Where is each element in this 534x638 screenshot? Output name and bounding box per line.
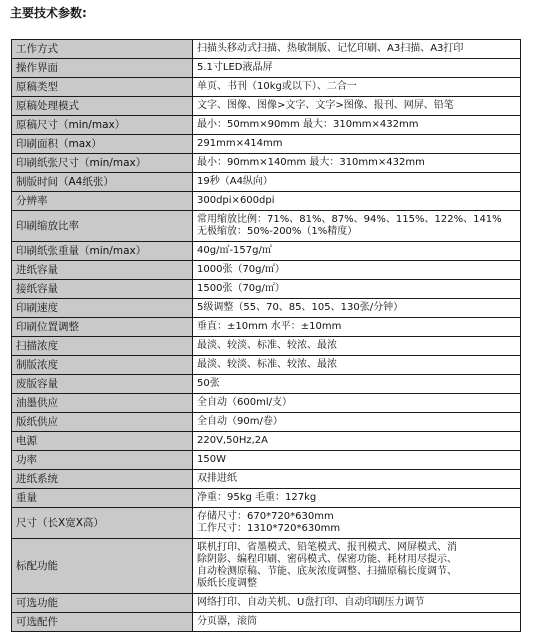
spec-label: 功率	[12, 451, 193, 470]
spec-value-line: 最小：90mm×140mm 最大：310mm×432mm	[197, 157, 425, 168]
spec-value	[193, 489, 521, 508]
spec-table	[11, 39, 521, 632]
spec-label: 油墨供应	[12, 394, 193, 413]
spec-value	[193, 356, 521, 375]
spec-value	[193, 135, 521, 154]
spec-value-line: 自动检测原稿、节能、底灰浓度调整、扫描原稿长度调节、	[197, 566, 457, 577]
spec-value	[193, 59, 521, 78]
spec-value	[193, 394, 521, 413]
spec-value-line: 垂直：±10mm 水平：±10mm	[197, 321, 342, 332]
spec-value	[193, 242, 521, 261]
spec-label: 印刷面积（max）	[12, 135, 193, 154]
spec-value	[193, 613, 521, 632]
spec-value-line: 1500张（70g/㎡）	[197, 283, 285, 294]
spec-label: 尺寸（长X宽X高）	[12, 508, 193, 539]
spec-value	[193, 299, 521, 318]
spec-value	[193, 211, 521, 242]
spec-label: 电源	[12, 432, 193, 451]
spec-value-line: 工作尺寸：1310*720*630mm	[197, 523, 341, 534]
spec-value	[193, 470, 521, 489]
spec-label: 原稿处理模式	[12, 97, 193, 116]
spec-value	[193, 508, 521, 539]
spec-label: 废版容量	[12, 375, 193, 394]
spec-row	[12, 59, 521, 78]
spec-label: 版纸供应	[12, 413, 193, 432]
spec-value-line: 300dpi×600dpi	[197, 195, 275, 206]
spec-value-line: 文字、图像、图像>文字、文字>图像、报刊、网屏、铅笔	[197, 100, 454, 111]
spec-row	[12, 539, 521, 594]
spec-value	[193, 337, 521, 356]
spec-row	[12, 508, 521, 539]
spec-value	[193, 451, 521, 470]
spec-label: 印刷速度	[12, 299, 193, 318]
spec-value-line: 1000张（70g/㎡）	[197, 264, 285, 275]
spec-row	[12, 299, 521, 318]
spec-value	[193, 318, 521, 337]
spec-value-line: 分页器，滚筒	[197, 616, 257, 627]
spec-value	[193, 116, 521, 135]
spec-value	[193, 97, 521, 116]
spec-value-line: 291mm×414mm	[197, 138, 283, 149]
spec-value-line: 最淡、较淡、标准、较浓、最浓	[197, 340, 337, 351]
spec-row	[12, 40, 521, 59]
spec-value-line: 版纸长度调整	[197, 578, 257, 589]
spec-row	[12, 470, 521, 489]
spec-label: 印刷缩放比率	[12, 211, 193, 242]
spec-row	[12, 78, 521, 97]
spec-value	[193, 594, 521, 613]
spec-value-line: 全自动（600ml/支）	[197, 397, 292, 408]
spec-value-line: 双排进纸	[197, 473, 237, 484]
spec-row	[12, 451, 521, 470]
spec-value-line: 扫描头移动式扫描、热敏制版、记忆印刷、A3扫描、A3打印	[197, 43, 464, 54]
spec-row	[12, 192, 521, 211]
spec-value	[193, 173, 521, 192]
spec-value	[193, 261, 521, 280]
spec-row	[12, 613, 521, 632]
spec-label: 操作界面	[12, 59, 193, 78]
spec-label: 印刷纸张重量（min/max）	[12, 242, 193, 261]
spec-value-line: 最淡、较淡、标准、较浓、最浓	[197, 359, 337, 370]
spec-value-line: 网络打印、自动关机、U盘打印、自动印刷压力调节	[197, 597, 425, 608]
spec-label: 制版浓度	[12, 356, 193, 375]
spec-row	[12, 432, 521, 451]
spec-label: 重量	[12, 489, 193, 508]
spec-label: 标配功能	[12, 539, 193, 594]
spec-row	[12, 116, 521, 135]
spec-value-line: 最小：50mm×90mm 最大：310mm×432mm	[197, 119, 419, 130]
spec-label: 分辨率	[12, 192, 193, 211]
spec-value	[193, 192, 521, 211]
spec-value	[193, 432, 521, 451]
spec-row	[12, 318, 521, 337]
spec-value	[193, 154, 521, 173]
spec-label: 原稿尺寸（min/max）	[12, 116, 193, 135]
spec-value-line: 联机打印、省墨模式、铅笔模式、报刊模式、网屏模式、消	[197, 542, 457, 553]
spec-value	[193, 539, 521, 594]
spec-value-line: 除阴影、编程印刷、密码模式、保密功能、耗材用尽提示、	[197, 554, 457, 565]
spec-row	[12, 375, 521, 394]
spec-value-line: 150W	[197, 454, 226, 465]
spec-label: 进纸系统	[12, 470, 193, 489]
spec-label: 可选配件	[12, 613, 193, 632]
spec-value	[193, 280, 521, 299]
spec-value-line: 5级调整（55、70、85、105、130张/分钟）	[197, 302, 404, 313]
spec-value-line: 单页、书刊（10kg或以下）、二合一	[197, 81, 357, 92]
spec-value-line: 常用缩放比例：71%、81%、87%、94%、115%、122%、141%	[197, 214, 502, 225]
spec-value	[193, 413, 521, 432]
spec-label: 扫描浓度	[12, 337, 193, 356]
spec-row	[12, 413, 521, 432]
spec-label: 可选功能	[12, 594, 193, 613]
spec-value-line: 无极缩放：50%-200%（1%精度）	[197, 226, 358, 237]
spec-row	[12, 173, 521, 192]
spec-label: 原稿类型	[12, 78, 193, 97]
spec-row	[12, 261, 521, 280]
spec-label: 印刷位置调整	[12, 318, 193, 337]
spec-value	[193, 375, 521, 394]
spec-row	[12, 337, 521, 356]
spec-label: 进纸容量	[12, 261, 193, 280]
spec-value-line: 存储尺寸：670*720*630mm	[197, 511, 334, 522]
spec-value-line: 5.1寸LED液晶屏	[197, 62, 273, 73]
spec-row	[12, 97, 521, 116]
spec-row	[12, 280, 521, 299]
spec-label: 工作方式	[12, 40, 193, 59]
spec-label: 制版时间（A4纸张）	[12, 173, 193, 192]
spec-label: 印刷纸张尺寸（min/max）	[12, 154, 193, 173]
spec-row	[12, 242, 521, 261]
spec-value	[193, 78, 521, 97]
spec-row	[12, 211, 521, 242]
spec-row	[12, 489, 521, 508]
spec-value-line: 19秒（A4纵向）	[197, 176, 273, 187]
spec-row	[12, 135, 521, 154]
spec-row	[12, 594, 521, 613]
spec-label: 接纸容量	[12, 280, 193, 299]
spec-value-line: 全自动（90m/卷）	[197, 416, 283, 427]
spec-row	[12, 394, 521, 413]
spec-row	[12, 356, 521, 375]
spec-value-line: 净重：95kg 毛重：127kg	[197, 492, 317, 503]
spec-value	[193, 40, 521, 59]
spec-row	[12, 154, 521, 173]
page-title: 主要技术参数:	[10, 6, 87, 20]
spec-value-line: 220V,50Hz,2A	[197, 435, 268, 446]
spec-value-line: 40g/㎡-157g/㎡	[197, 245, 272, 256]
spec-value-line: 50张	[197, 378, 220, 389]
